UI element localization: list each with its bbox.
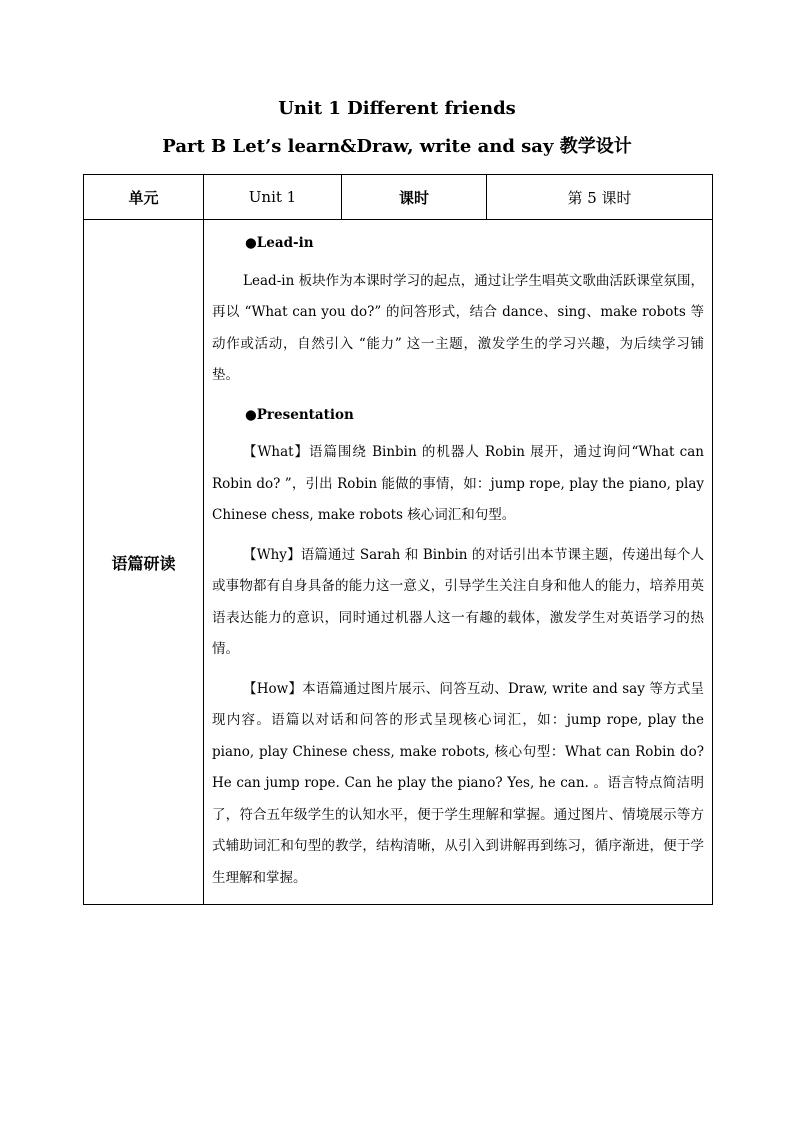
what-paragraph: 【What】语篇围绕 Binbin 的机器人 Robin 展开，通过询问“What can Robin do? ”，引出 Robin 能做的事情，如：jump rope, play the piano, play Chinese chess, make robots 核心词汇和句型。 [212,444,704,523]
why-paragraph: 【Why】语篇通过 Sarah 和 Binbin 的对话引出本节课主题，传递出每个人或事物都有自身具备的能力这一意义，引导学生关注自身和他人的能力，培养用英语表达能力的意识，同时通过机器人这一有趣的载体，激发学生对英语学习的热情。 [212,546,704,657]
content-cell [204,220,713,905]
lead-in-heading: ●Lead-in [245,235,314,251]
period-label-cell: 课时 [342,175,487,220]
lead-in-paragraph: Lead-in 板块作为本课时学习的起点，通过让学生唱英文歌曲活跃课堂氛围，再以 “What can you do?” 的问答形式，结合 dance、sing、make robots 等动作或活动，自然引入 “能力” 这一主题，激发学生的学习兴趣，为后续学习铺垫。 [212,272,704,383]
document-title: Unit 1 Different friends [278,98,516,119]
unit-label-cell: 单元 [84,175,204,220]
section-label-cell: 语篇研读 [84,220,204,905]
lesson-plan-table [83,174,713,905]
table-header-row [84,175,713,220]
presentation-heading: ●Presentation [245,406,354,423]
period-value-cell: 第 5 课时 [487,175,713,220]
unit-value-cell: Unit 1 [204,175,342,220]
how-paragraph: 【How】本语篇通过图片展示、问答互动、Draw, write and say 等方式呈现内容。语篇以对话和问答的形式呈现核心词汇，如：jump rope, play the piano, play Chinese chess, make robots, 核心句型：What can Robin do? He can jump rope. Can he play the piano? Yes, he can. 。语言特点简洁明了，符合五年级学生的认知水平，便于学生理解和掌握。通过图片、情境展示等方式辅助词汇和句型的教学，结构清晰，从引入到讲解再到练习，循序渐进，便于学生理解和掌握。 [212,680,704,886]
table-content-row [84,220,713,905]
document-subtitle: Part B Let’s learn&Draw, write and say 教学设计 [162,136,632,157]
